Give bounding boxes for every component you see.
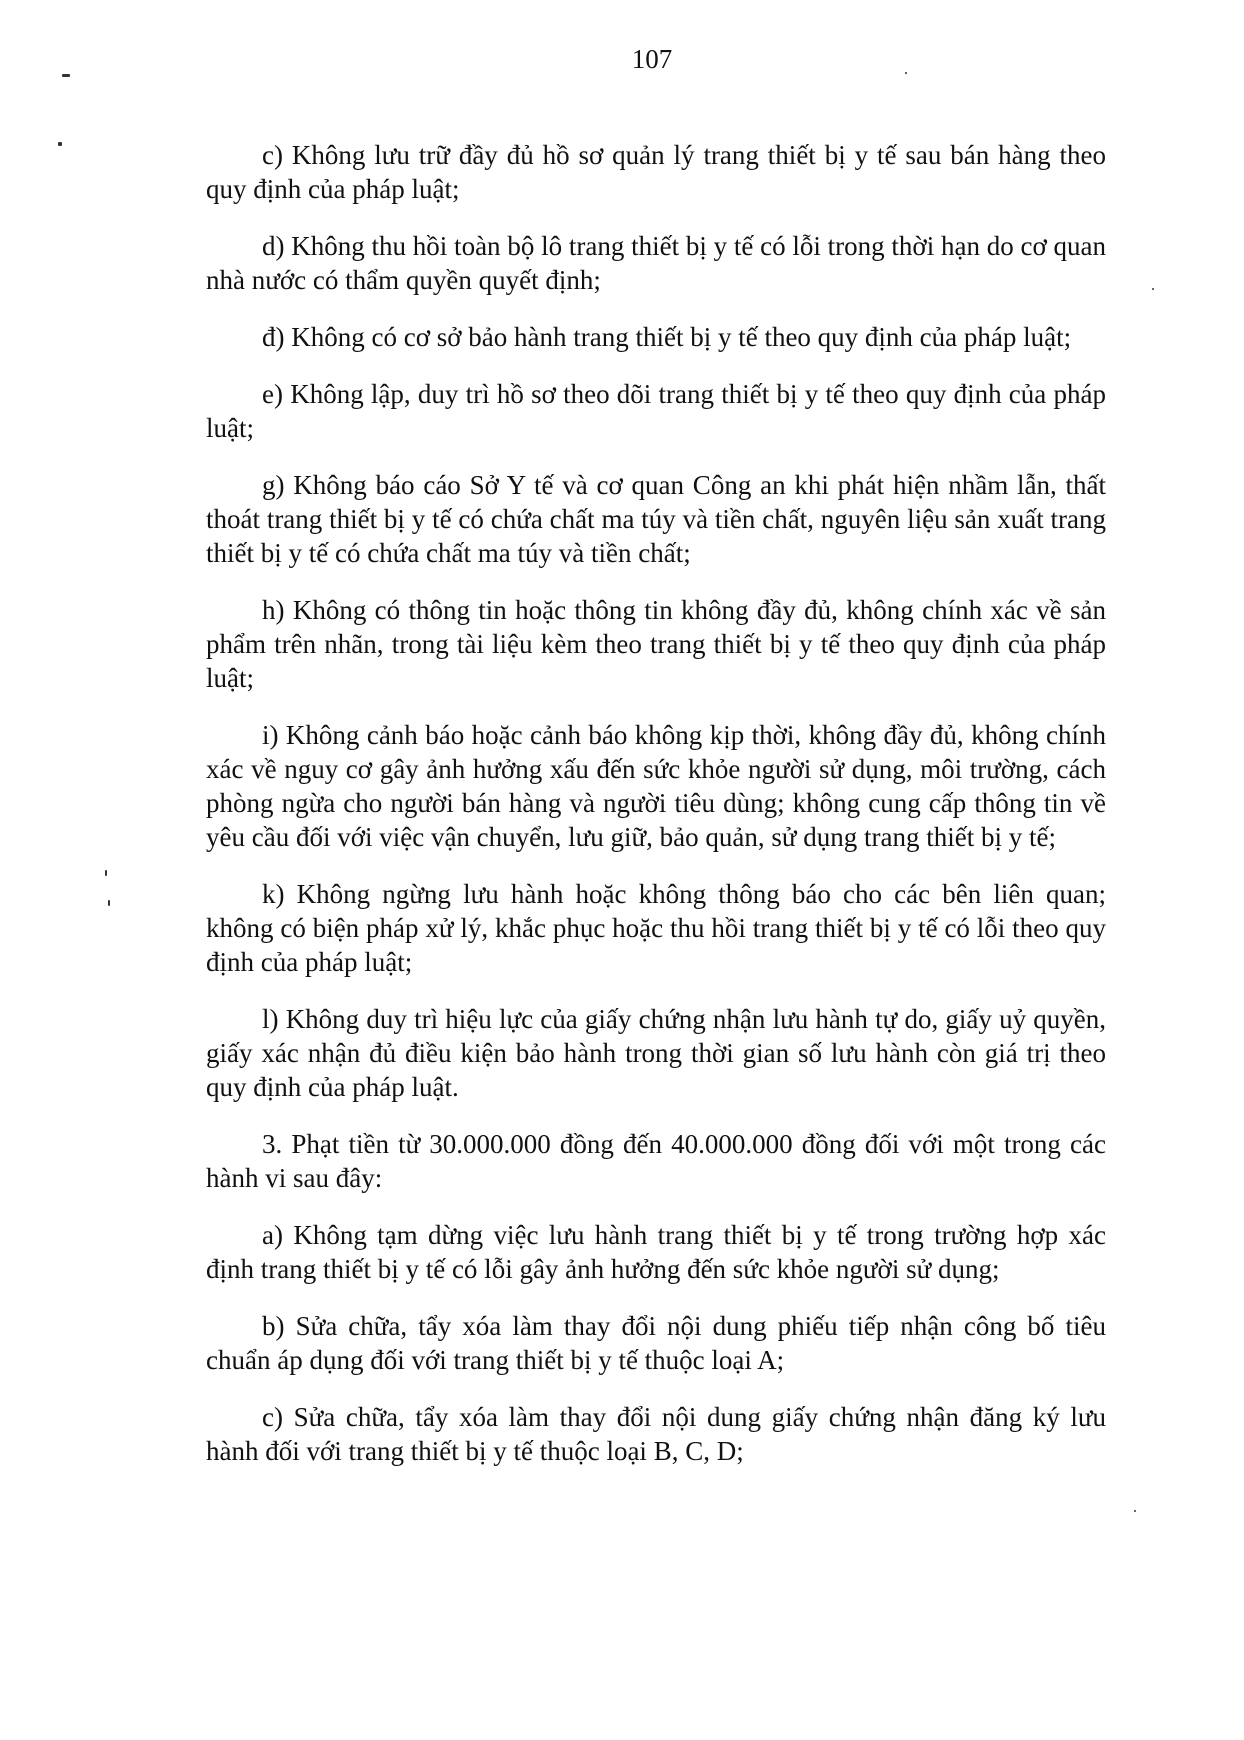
paragraph-l-certificates: l) Không duy trì hiệu lực của giấy chứng nhận lưu hành tự do, giấy uỷ quyền, giấy xác nhận đủ điều kiện bảo hành trong thời gian số lưu hành còn giá trị theo quy định của pháp luật.: [206, 1004, 1106, 1102]
paragraph-3-penalty: 3. Phạt tiền từ 30.000.000 đồng đến 40.000.000 đồng đối với một trong các hành vi sau đây:: [206, 1129, 1106, 1193]
document-body: [206, 138, 1106, 1491]
scan-speck: [1152, 288, 1154, 290]
paragraph-c-alter-certificate: c) Sửa chữa, tẩy xóa làm thay đổi nội dung giấy chứng nhận đăng ký lưu hành đối với trang thiết bị y tế thuộc loại B, C, D;: [206, 1402, 1106, 1466]
scan-speck: [1134, 1510, 1136, 1512]
paragraph-i-warning: i) Không cảnh báo hoặc cảnh báo không kịp thời, không đầy đủ, không chính xác về nguy cơ gây ảnh hưởng xấu đến sức khỏe người sử dụng, môi trường, cách phòng ngừa cho người bán hàng và người tiêu dùng; không cung cấp thông tin về yêu cầu đối với việc vận chuyển, lưu giữ, bảo quản, sử dụng trang thiết bị y tế;: [206, 720, 1106, 852]
scan-speck: [108, 900, 110, 906]
paragraph-h-labeling: h) Không có thông tin hoặc thông tin không đầy đủ, không chính xác về sản phẩm trên nhãn, trong tài liệu kèm theo trang thiết bị y tế theo quy định của pháp luật;: [206, 595, 1106, 693]
paragraph-dd-warranty: đ) Không có cơ sở bảo hành trang thiết bị y tế theo quy định của pháp luật;: [262, 322, 1072, 352]
paragraph-c-records: c) Không lưu trữ đầy đủ hồ sơ quản lý trang thiết bị y tế sau bán hàng theo quy định của pháp luật;: [206, 140, 1106, 204]
scan-speck: [62, 74, 70, 77]
paragraph-k-stop-circulation: k) Không ngừng lưu hành hoặc không thông báo cho các bên liên quan; không có biện pháp xử lý, khắc phục hoặc thu hồi trang thiết bị y tế có lỗi theo quy định của pháp luật;: [206, 879, 1106, 977]
scan-speck: [905, 72, 907, 74]
paragraph-d-recall: d) Không thu hồi toàn bộ lô trang thiết bị y tế có lỗi trong thời hạn do cơ quan nhà nước có thẩm quyền quyết định;: [206, 231, 1106, 295]
scan-speck: [58, 142, 62, 146]
page-number: 107: [631, 44, 673, 74]
scan-speck: [105, 870, 107, 876]
paragraph-b-alter-receipt: b) Sửa chữa, tẩy xóa làm thay đổi nội dung phiếu tiếp nhận công bố tiêu chuẩn áp dụng đối với trang thiết bị y tế thuộc loại A;: [206, 1311, 1106, 1375]
paragraph-e-tracking: e) Không lập, duy trì hồ sơ theo dõi trang thiết bị y tế theo quy định của pháp luật;: [206, 379, 1106, 443]
paragraph-g-report: g) Không báo cáo Sở Y tế và cơ quan Công an khi phát hiện nhầm lẫn, thất thoát trang thiết bị y tế có chứa chất ma túy và tiền chất, nguyên liệu sản xuất trang thiết bị y tế có chứa chất ma túy và tiền chất;: [206, 470, 1106, 568]
paragraph-a-suspend: a) Không tạm dừng việc lưu hành trang thiết bị y tế trong trường hợp xác định trang thiết bị y tế có lỗi gây ảnh hưởng đến sức khỏe người sử dụng;: [206, 1220, 1106, 1284]
